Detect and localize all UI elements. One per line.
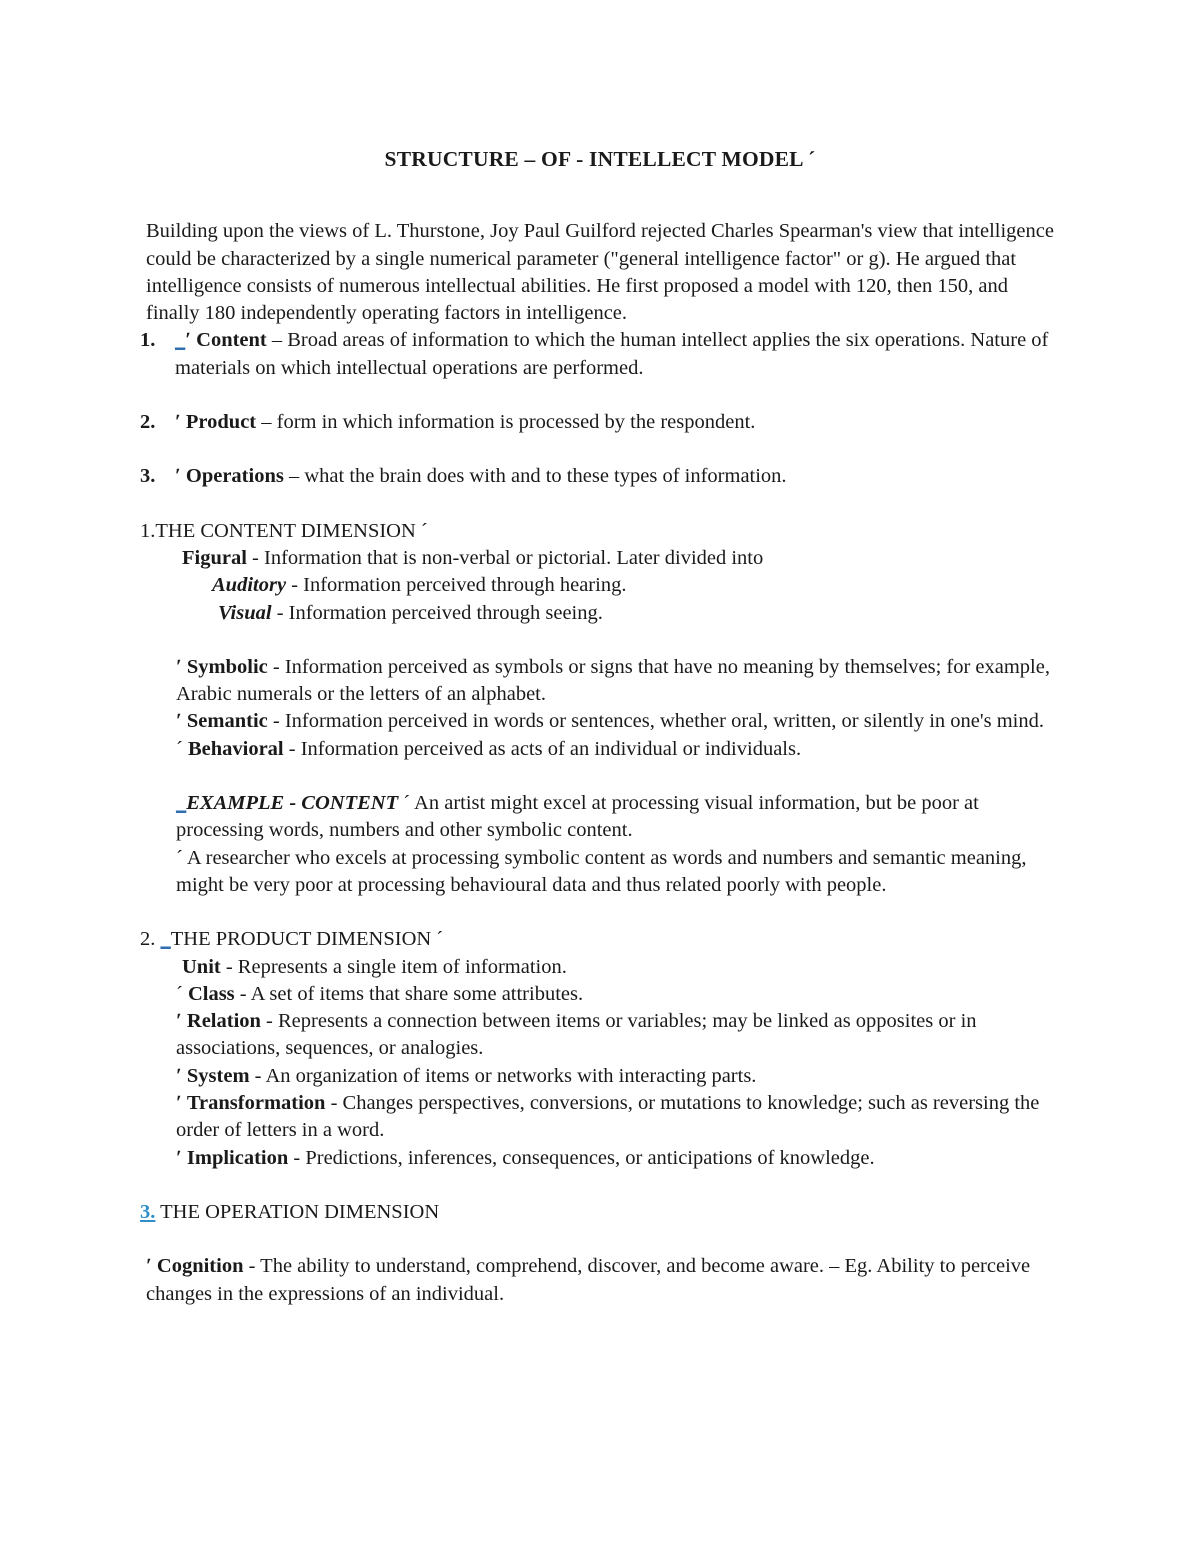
product-item-system [140,1063,1060,1090]
underscore-mark: _ [176,792,187,815]
visual-desc: - Information perceived through seeing. [271,601,603,624]
system-desc: - An organization of items or networks with interacting parts. [249,1064,757,1087]
list-number: 3. [140,465,156,488]
heading-text: THE PRODUCT DIMENSION ´ [170,928,444,951]
auditory-desc: - Information perceived through hearing. [286,574,627,597]
bullet-mark: ʹ [175,465,181,488]
product-item-unit [140,954,1060,981]
term-description: – Broad areas of information to which the human intellect applies the six operations. Nature of materials on which intellectual operations are performed. [175,329,1049,379]
list-number: 2. [140,411,156,434]
document-title: STRUCTURE – OF - INTELLECT MODEL ´ [384,147,816,171]
term-description: – form in which information is processed by the respondent. [256,411,756,434]
bullet-mark: ʹ [176,1146,182,1169]
behavioral-term: Behavioral [187,737,284,760]
relation-desc: - Represents a connection between items or variables; may be linked as opposites or in associations, sequences, or analogies. [176,1010,977,1060]
example-text: ´ An artist might excel at processing visual information, but be poor at processing words, numbers and other symbolic content. [176,792,979,842]
relation-term: Relation [186,1010,261,1033]
heading-text: THE OPERATION DIMENSION [155,1200,440,1223]
list-item-operations [140,463,1060,490]
bullet-mark: ʹ [176,710,182,733]
example-researcher-paragraph: ´ A researcher who excels at processing symbolic content as words and numbers and semantic meaning, might be very poor at processing behavioural data and thus related poorly with people. [176,846,1027,896]
bullet-mark: ʹ [176,1092,182,1115]
cognition-desc: - The ability to understand, comprehend, discover, and become aware. – Eg. Ability to perceive changes in the expressions of an individual. [146,1255,1031,1305]
product-item-implication [140,1145,1060,1172]
figural-term: Figural [182,546,247,569]
term-content: Content [196,329,267,352]
semantic-desc: - Information perceived in words or sentences, whether oral, written, or silently in one's mind. [267,710,1044,733]
cognition-term: Cognition [156,1255,244,1278]
content-dimension-heading: 1.THE CONTENT DIMENSION ´ [140,519,428,542]
heading-number: 2. [140,928,156,951]
transformation-desc: - Changes perspectives, conversions, or mutations to knowledge; such as reversing the order of letters in a word. [176,1092,1040,1142]
transformation-term: Transformation [186,1092,326,1115]
underscore-mark: _ [175,329,186,352]
behavioral-line [140,736,1060,763]
example-content-paragraph [140,790,1060,845]
heading-number-link[interactable]: 3. [140,1200,156,1223]
term-product: Product [185,411,257,434]
bullet-mark: ʹ [175,411,181,434]
unit-term: Unit [182,955,221,978]
bullet-mark: ʹ [146,1255,152,1278]
symbolic-term: Symbolic [186,655,268,678]
visual-term: Visual [218,601,272,624]
class-term: Class [187,982,235,1005]
symbolic-line [140,654,1060,709]
list-number: 1. [140,329,156,352]
bullet-mark: ´ [176,737,183,760]
implication-term: Implication [186,1146,289,1169]
bullet-mark: ʹ [176,1064,182,1087]
behavioral-desc: - Information perceived as acts of an individual or individuals. [283,737,802,760]
implication-desc: - Predictions, inferences, consequences, or anticipations of knowledge. [288,1146,875,1169]
auditory-line [140,572,1060,599]
bullet-mark: ´ [176,982,183,1005]
figural-desc: - Information that is non-verbal or pictorial. Later divided into [246,546,764,569]
product-item-class [140,981,1060,1008]
underscore-mark: _ [160,928,171,951]
list-item-content [140,327,1060,382]
unit-desc: - Represents a single item of information. [220,955,567,978]
class-desc: - A set of items that share some attributes. [234,982,584,1005]
list-item-product [140,409,1060,436]
visual-line [140,600,1060,627]
symbolic-desc: - Information perceived as symbols or signs that have no meaning by themselves; for example, Arabic numerals or the letters of an alphabet. [176,655,1050,706]
bullet-mark: ʹ [176,655,182,678]
cognition-paragraph [140,1253,1060,1308]
auditory-term: Auditory [212,574,287,597]
system-term: System [186,1064,250,1087]
bullet-mark: ʹ [176,1010,182,1033]
example-label: EXAMPLE - CONTENT [186,792,399,815]
bullet-mark: ʹ [185,329,192,352]
intro-paragraph: Building upon the views of L. Thurstone, Joy Paul Guilford rejected Charles Spearman's view that intelligence could be characterized by a single numerical parameter ("general intelligence factor" or g). He argued that intelligence consists of numerous intellectual abilities. He first proposed a model with 120, then 150, and finally 180 independently operating factors in intelligence. [146,220,1054,325]
semantic-term: Semantic [186,710,268,733]
product-item-relation [140,1008,1060,1063]
product-item-transformation [140,1090,1060,1145]
semantic-line [140,708,1060,735]
operation-dimension-heading [140,1199,1060,1226]
figural-line [140,545,1060,572]
product-dimension-heading [140,926,1060,953]
term-operations: Operations [185,465,284,488]
term-description: – what the brain does with and to these types of information. [283,465,787,488]
